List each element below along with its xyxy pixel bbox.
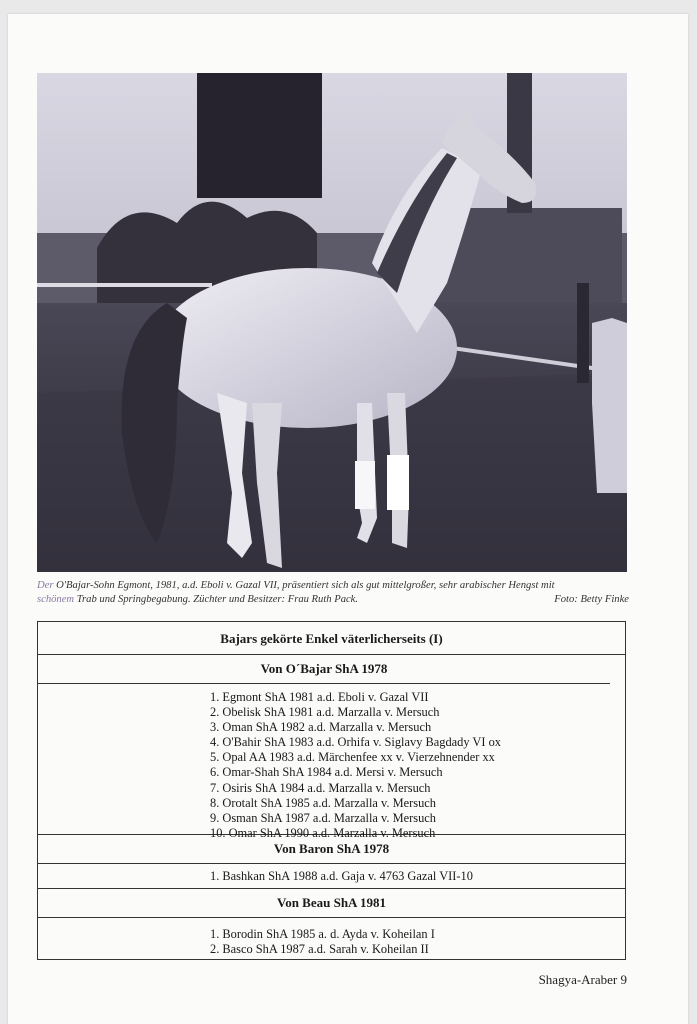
section-rows-obajar — [38, 684, 625, 840]
table-row: 2. Obelisk ShA 1981 a.d. Marzalla v. Mersuch — [210, 705, 440, 720]
table-row: 1. Egmont ShA 1981 a.d. Eboli v. Gazal VII — [210, 690, 429, 704]
photo-caption — [37, 579, 629, 607]
caption-line-1 — [37, 579, 629, 593]
table-row: 9. Osman ShA 1987 a.d. Marzalla v. Mersuch — [210, 810, 436, 825]
horse-photo-image — [37, 73, 627, 572]
table-row: 7. Osiris ShA 1984 a.d. Marzalla v. Mersuch — [210, 780, 431, 795]
section-heading-obajar: Von O´Bajar ShA 1978 — [38, 655, 610, 684]
caption-lead-word-2: schönem — [37, 594, 75, 605]
table-row: 4. O'Bahir ShA 1983 a.d. Orhifa v. Siglavy Bagdady VI ox — [210, 735, 501, 750]
table-row: 2. Basco ShA 1987 a.d. Sarah v. Koheilan II — [210, 942, 429, 957]
table-row: 5. Opal AA 1983 a.d. Märchenfee xx v. Vierzehnender xx — [210, 750, 495, 765]
table-row: 8. Orotalt ShA 1985 a.d. Marzalla v. Mersuch — [210, 795, 436, 810]
grandsons-table — [37, 621, 626, 960]
photo-credit: Foto: Betty Finke — [554, 594, 629, 605]
page-footer-label: Shagya-Araber 9 — [538, 972, 627, 987]
caption-line-2 — [37, 593, 629, 607]
table-title: Bajars gekörte Enkel väterlicherseits (I) — [38, 622, 625, 655]
table-row: 1. Borodin ShA 1985 a. d. Ayda v. Koheilan I — [210, 927, 435, 941]
section-rows-baron — [38, 864, 625, 889]
table-row: 3. Oman ShA 1982 a.d. Marzalla v. Mersuch — [210, 720, 432, 735]
horse-photo — [37, 73, 627, 572]
table-row: 1. Bashkan ShA 1988 a.d. Gaja v. 4763 Gazal VII-10 — [210, 869, 473, 883]
caption-text-2: Trab und Springbegabung. Züchter und Besitzer: Frau Ruth Pack. — [76, 594, 359, 605]
table-row: 10. Omar ShA 1990 a.d. Marzalla v. Mersuch — [210, 825, 436, 840]
section-rows-beau — [38, 918, 625, 957]
section-heading-beau: Von Beau ShA 1981 — [38, 889, 625, 918]
caption-text: O'Bajar-Sohn Egmont, 1981, a.d. Eboli v. Gazal VII, präsentiert sich als gut mittelgroßer, sehr arabischer Hengst mit — [56, 580, 555, 591]
section-heading-baron: Von Baron ShA 1978 — [38, 835, 625, 864]
caption-lead-word: Der — [37, 580, 54, 591]
table-row: 6. Omar-Shah ShA 1984 a.d. Mersi v. Mersuch — [210, 765, 443, 780]
